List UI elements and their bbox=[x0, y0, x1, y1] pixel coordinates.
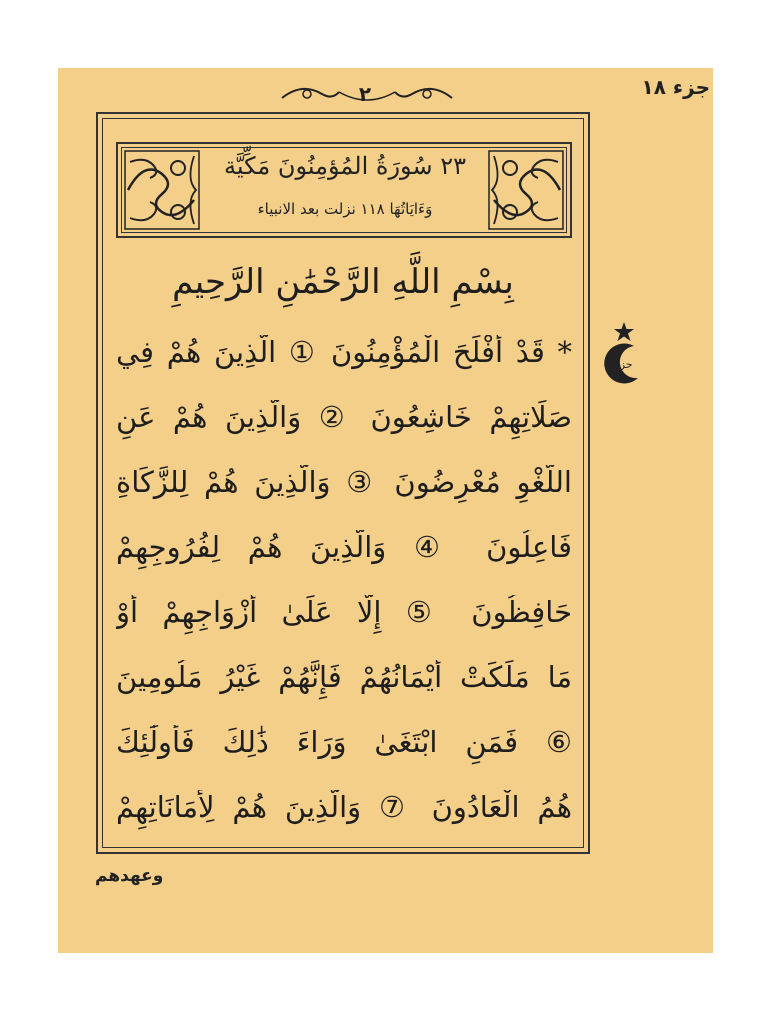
page-number: ٢ bbox=[358, 82, 372, 106]
verse-line-3: اللَّغْوِ مُعْرِضُونَ ③ وَالَّذِينَ هُمْ لِلزَّكَاةِ bbox=[116, 465, 572, 499]
catchword: وعهدهم bbox=[95, 866, 164, 886]
arabesque-ornament-right-icon bbox=[488, 150, 564, 230]
hizb-crescent-icon bbox=[594, 320, 646, 388]
verse-line-6: مَا مَلَكَتْ أَيْمَانُهُمْ فَإِنَّهُمْ غَيْرُ مَلُومِينَ bbox=[116, 660, 572, 694]
hizb-label: حزب bbox=[609, 358, 633, 371]
juz-label: جزء ١٨ bbox=[641, 75, 710, 99]
arabesque-ornament-left-icon bbox=[124, 150, 200, 230]
surah-subtitle: وَءَايَاتُهَا ١١٨ نزلت بعد الانبياء bbox=[257, 200, 433, 218]
verse-line-4: فَاعِلُونَ ④ وَالَّذِينَ هُمْ لِفُرُوجِهِمْ bbox=[116, 530, 572, 564]
bismillah: بِسْمِ اللَّهِ الرَّحْمَٰنِ الرَّحِيمِ bbox=[172, 262, 514, 302]
verse-line-1: * قَدْ أَفْلَحَ الْمُؤْمِنُونَ ① الَّذِينَ هُمْ فِي bbox=[116, 335, 572, 369]
verse-line-8: هُمُ الْعَادُونَ ⑦ وَالَّذِينَ هُمْ لِأَمَانَاتِهِمْ bbox=[116, 790, 572, 824]
surah-title: ٢٣ سُورَةُ المُؤمِنُونَ مَكِّيَّة bbox=[224, 152, 466, 180]
verse-line-5: حَافِظُونَ ⑤ إِلَّا عَلَىٰ أَزْوَاجِهِمْ أَوْ bbox=[116, 595, 572, 629]
verse-line-7: ⑥ فَمَنِ ابْتَغَىٰ وَرَاءَ ذَٰلِكَ فَأُولَٰئِكَ bbox=[116, 725, 572, 759]
verse-line-2: صَلَاتِهِمْ خَاشِعُونَ ② وَالَّذِينَ هُمْ عَنِ bbox=[116, 400, 572, 434]
